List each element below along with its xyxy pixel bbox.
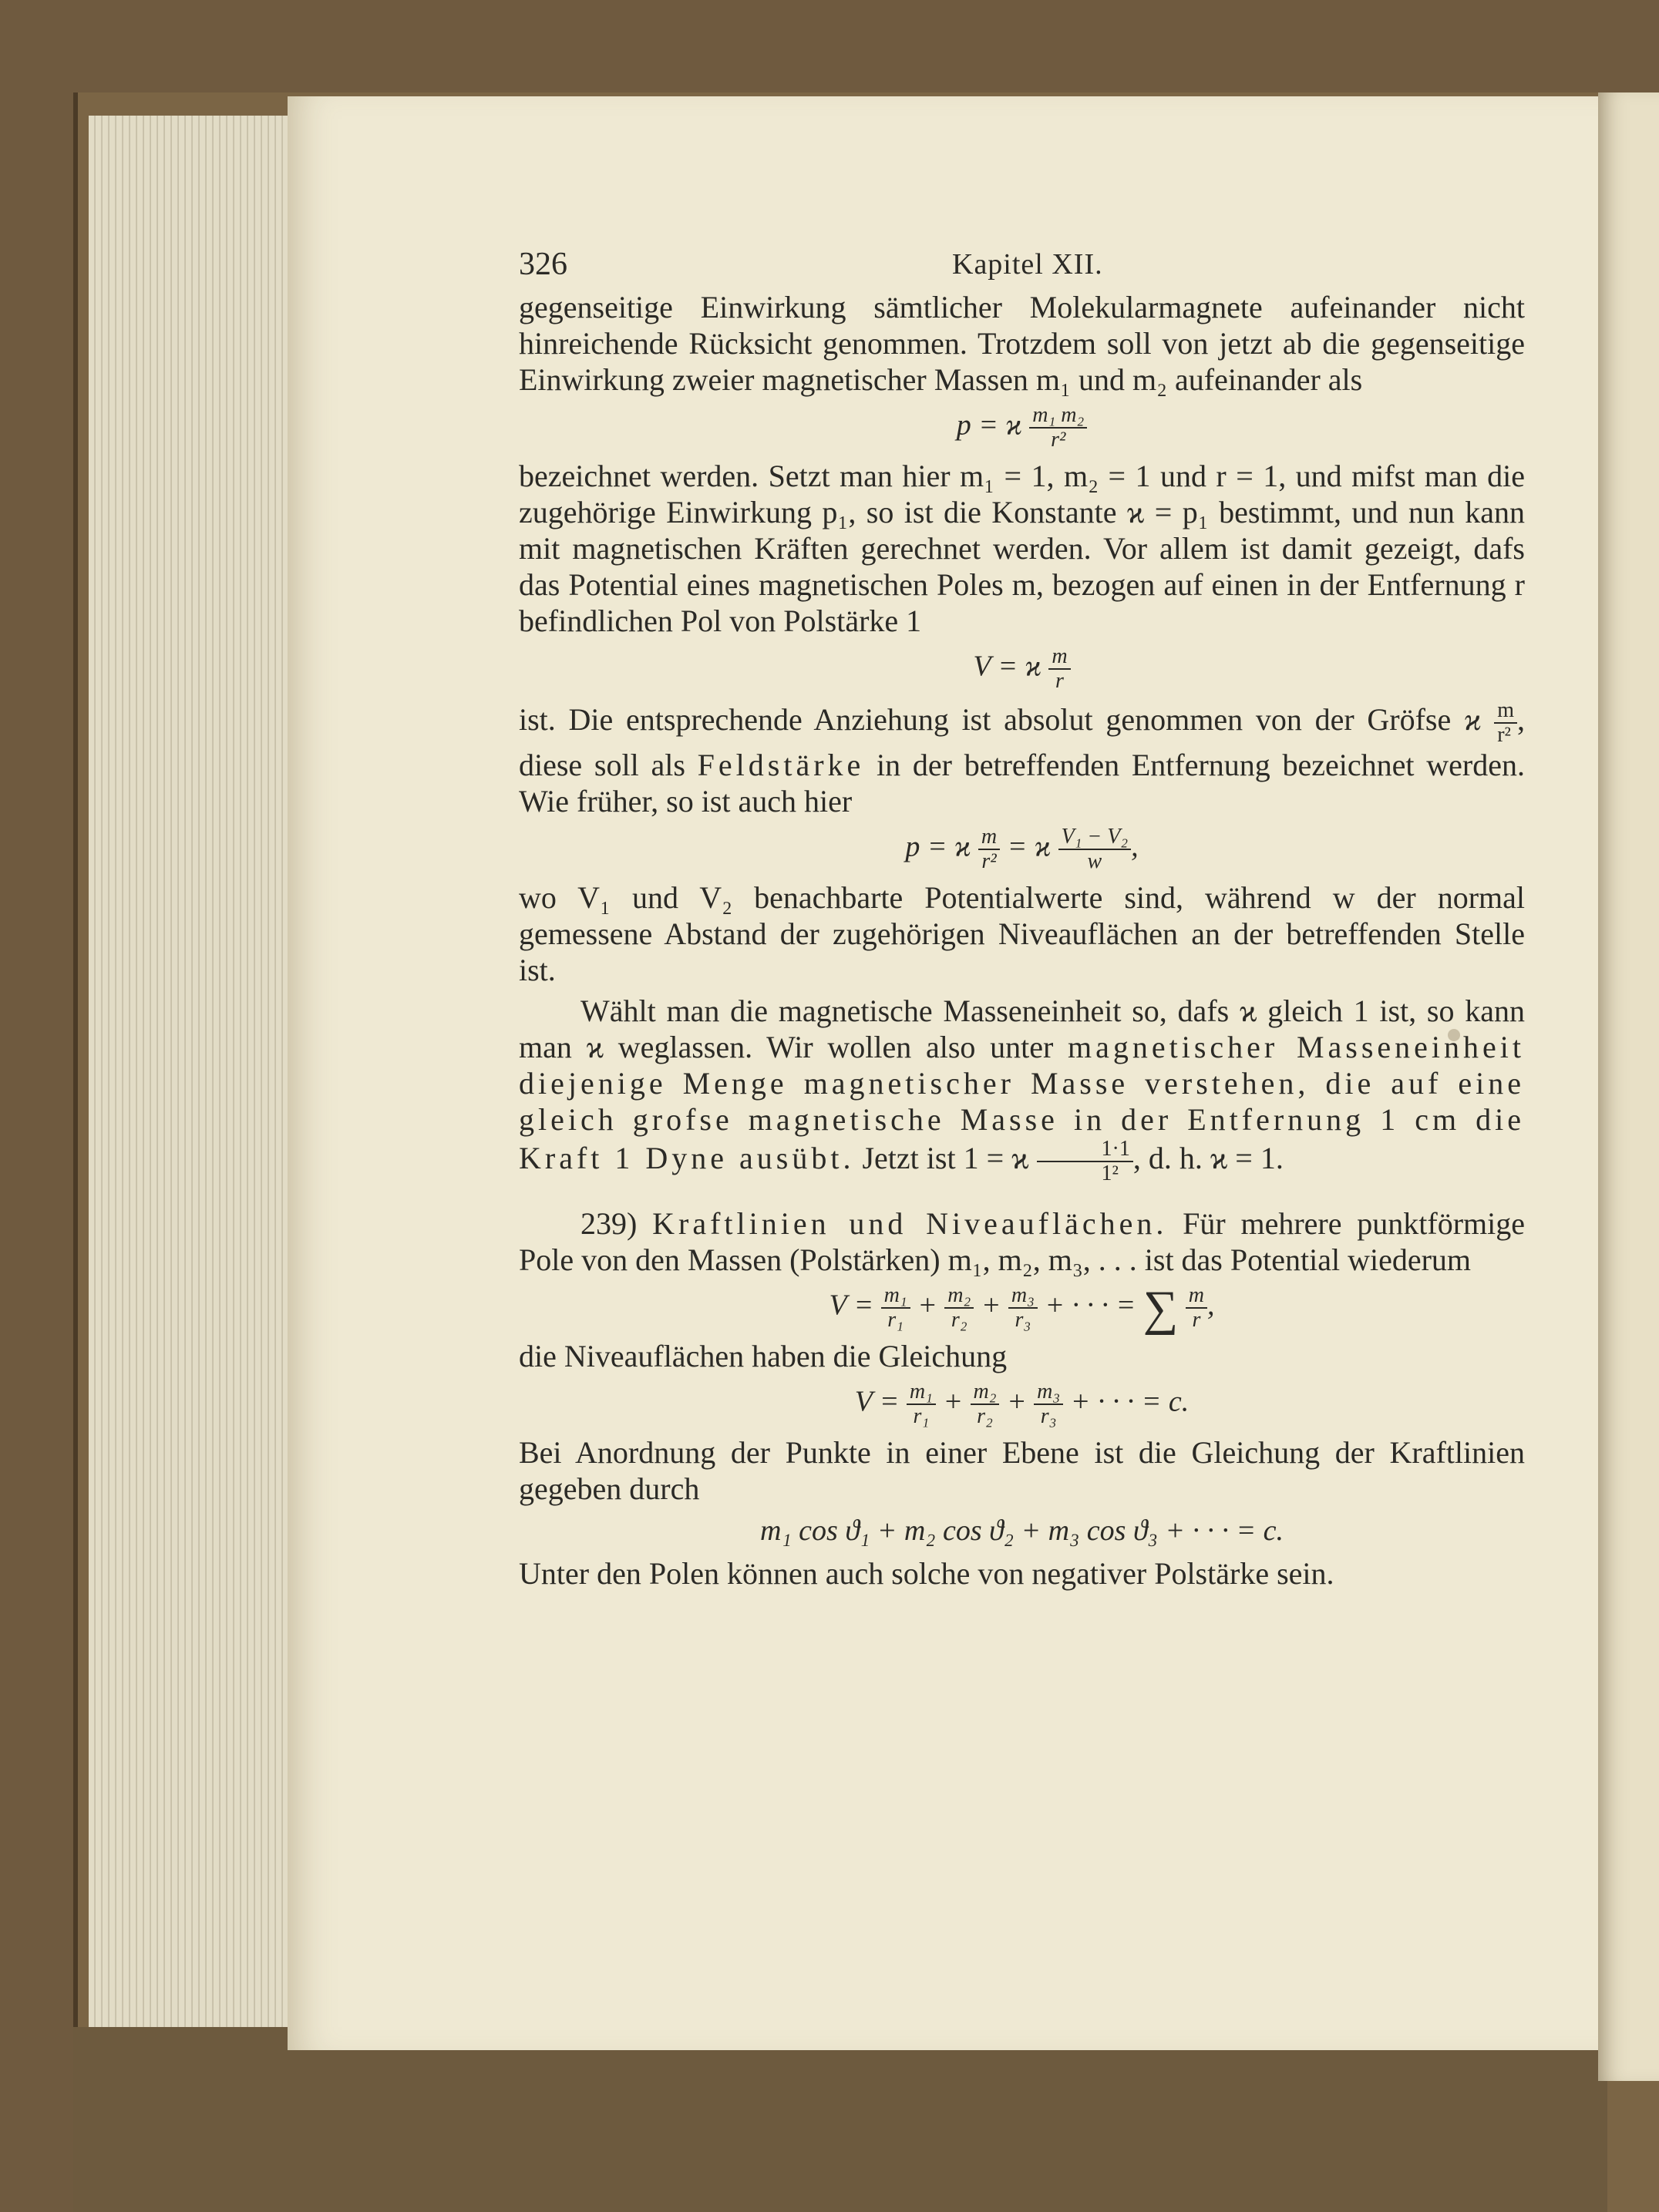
paragraph: Bei Anordnung der Punkte in einer Ebene ist die Gleichung der Kraftlinien gegeben durch <box>519 1435 1525 1506</box>
formula-potential: V = ϰ $\frac{m}{r}$ <box>519 645 1525 693</box>
paragraph: wo V₁ und V₂ benachbarte Potentialwerte sind, während w der normal gemessene Abstand der zugehörigen Niveauflächen an der betreffenden Stelle ist. <box>519 880 1525 987</box>
page-edges <box>89 116 290 2027</box>
paragraph: ist. Die entsprechende Anziehung ist absolut genommen von der Gröfse ϰ $\frac{m}{\text{r²}}$ , diese soll als Feldstärke in der betreffenden Entfernung bezeichnet werden. Wie früher, so ist auch hier <box>519 698 1526 819</box>
formula-field: p = ϰ $\frac{m}{\text{r²}}$ = ϰ $\frac{\text{V₁ − V₂}}{w}$ , <box>905 825 1139 873</box>
chapter-title: Kapitel XII. <box>952 248 1103 281</box>
section-title: Kraftlinien und Niveauflächen. <box>652 1206 1168 1241</box>
section-number: 239) <box>580 1206 638 1241</box>
spaced-definition: magnetischer Masseneinheit diejenige Menge magnetischer Masse verstehen, die auf eine gleich grofse magnetische Masse in der Entfernung 1 cm die Kraft 1 Dyne ausübt. <box>519 1030 1526 1176</box>
paragraph: Unter den Polen können auch solche von negativer Polstärke sein. <box>519 1556 1334 1591</box>
formula-field-lines: m₁ cos ϑ₁ + m₂ cos ϑ₂ + m₃ cos ϑ₃ + · · · = c. <box>760 1514 1284 1547</box>
formula-force: p = ϰ $\frac{\text{m₁ m₂}}{\text{r²}}$ <box>519 404 1525 452</box>
paragraph: bezeichnet werden. Setzt man hier m₁ = 1, m₂ = 1 und r = 1, und mifst man die zugehörige Einwirkung p₁, so ist die Konstante ϰ = p₁ bestimmt, und nun kann mit magnetischen Kräften gerechnet werden. Vor allem ist damit gezeigt, dafs das Potential eines magnetischen Poles m, bezogen auf einen in der Entfernung r befindlichen Pol von Polstärke 1 <box>519 459 1525 638</box>
running-header <box>519 247 1525 289</box>
page-text <box>519 247 1525 1592</box>
book-bottom-edge <box>73 2027 1607 2212</box>
formula-level-surfaces: V = $\frac{\text{m₁}}{\text{r₁}}$ + $\frac{\text{m₂}}{\text{r₂}}$ + $\frac{\text{m₃}}{\text{r₃}}$ + · · · = c. <box>854 1380 1190 1428</box>
formula-sum-potential: V = $\frac{\text{m₁}}{\text{r₁}}$ + $\frac{\text{m₂}}{\text{r₂}}$ + $\frac{\text{m₃}}{\text{r₃}}$ + · · · = ∑ $\frac{m}{r}$ , <box>829 1280 1215 1336</box>
paragraph: die Niveauflächen haben die Gleichung <box>519 1339 1008 1373</box>
paragraph: Wählt man die magnetische Masseneinheit so, dafs ϰ gleich 1 ist, so kann man ϰ weglassen. Wir wollen also unter magnetischer Masseneinheit diejenige Menge magnetischer Masse verstehen, die auf eine gleich grofse magnetische Masse in der Entfernung 1 cm die Kraft 1 Dyne ausübt. Jetzt ist 1 = ϰ $\frac{1\cdot 1}{\text{1²}}$ , d. h. ϰ = 1. <box>519 993 1526 1185</box>
spaced-term: Feldstärke <box>697 748 865 782</box>
page-number: 326 <box>519 247 567 282</box>
paragraph: gegenseitige Einwirkung sämtlicher Molekularmagnete aufeinander nicht hinreichende Rücksicht genommen. Trotzdem soll von jetzt ab die gegenseitige Einwirkung zweier magnetischer Massen m₁ und m₂ aufeinander als <box>519 290 1525 397</box>
facing-page-edge <box>1598 92 1659 2081</box>
paragraph: 239) Kraftlinien und Niveauflächen. Für mehrere punktförmige Pole von den Massen (Polstärken) m₁, m₂, m₃, . . . ist das Potential wiederum <box>519 1206 1526 1277</box>
